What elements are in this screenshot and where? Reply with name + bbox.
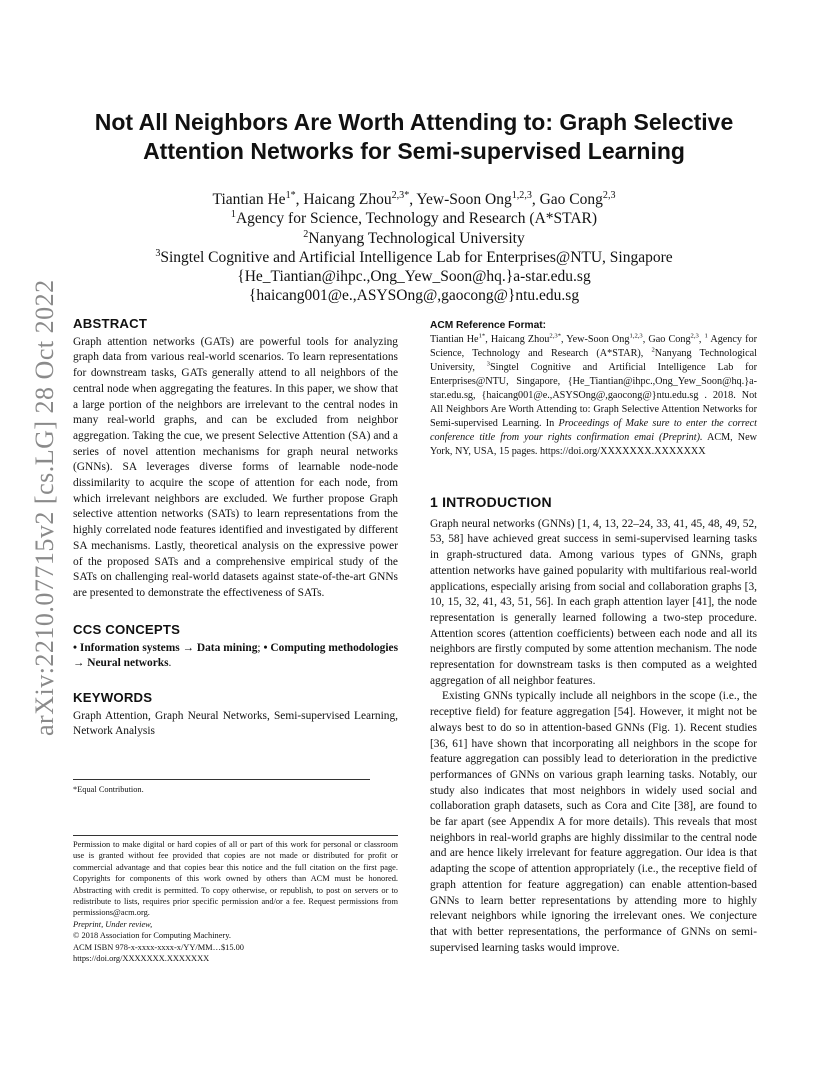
ccs-heading: CCS CONCEPTS [73,622,181,637]
footnote: *Equal Contribution. [73,785,144,794]
isbn-line: ACM ISBN 978-x-xxxx-xxxx-x/YY/MM…$15.00 [73,942,244,952]
email-line-1: {He_Tiantian@ihpc.,Ong_Yew_Soon@hq.}a-star.edu.sg [237,268,591,286]
keywords-text: Graph Attention, Graph Neural Networks, Semi-supervised Learning, Network Analysis [73,709,398,738]
copyright-line: © 2018 Association for Computing Machinery. [73,931,231,941]
arxiv-stamp: arXiv:2210.07715v2 [cs.LG] 28 Oct 2022 [30,279,59,736]
acm-reference-label: ACM Reference Format: [430,320,547,331]
introduction-section [430,495,757,956]
introduction-paragraph-2: Existing GNNs typically include all neighbors in the scope (i.e., the receptive field) for feature aggregation [54]. However, it might not be always best to do so in attention-based GNNs (Fig. 1). Recent studies [36, 61] have shown that incorporating all neighbors in the scope for feature aggregation can possibly lead to deterioration in the predictive performances of GNNs on various graph learning tasks. Notably, our study also indicates that most neighbors in widely used social and collaboration graph datasets, such as Cora and Cite [38], are found to be far apart (see Appendix A for more details). This reveals that most neighbors in real-world graphs are highly dissimilar to the central node and are hence likely irrelevant for feature aggregation. Our idea is that adapting the scope of attention appropriately (i.e., the receptive field of graph attention for feature aggregation) can enable attention-based GNNs to learn better representations by attending more to highly relevant neighbors while ignoring the irrelevant ones. We conjecture that with better representations, the performance of GNNs on semi-supervised learning tasks would improve. [430,690,757,954]
email-line-2: {haicang001@e.,ASYSOng@,gaocong@}ntu.edu.sg [248,287,580,305]
introduction-paragraph-1: Graph neural networks (GNNs) [1, 4, 13, 22–24, 33, 41, 45, 48, 49, 52, 53, 58] have achieved great success in semi-supervised learning tasks in graph-structured data. Among various types of GNNs, graph attention networks have gained popularity with multifarious real-world applications, especially arising from social and collaboration graphs [3, 10, 15, 32, 41, 43, 51, 56]. In each graph attention layer [41], the node representation is generally learned following a two-step procedure. Attention scores (attention coefficients) between each node and all its neighbors are firstly computed by some attention mechanism. The node representation for downstream tasks is then computed as a weighted aggregation of all neighbor features. [430,517,757,687]
affiliation-1: $^1$Agency for Science, Technology and Research (A*STAR) [230,209,598,228]
permission-rule [73,835,398,836]
title-line-1: Not All Neighbors Are Worth Attending to: Graph Selective [94,109,734,135]
footnote-rule [73,779,370,780]
ccs-section [73,622,398,672]
author-block [80,190,748,306]
keywords-heading: KEYWORDS [73,690,153,705]
doi-line: https://doi.org/XXXXXXX.XXXXXXX [73,954,210,964]
preprint-note: Preprint, Under review, [73,919,153,929]
keywords-section [73,690,398,740]
permission-text: Permission to make digital or hard copies of all or part of this work for personal or classroom use is granted without fee provided that copies are not made or distributed for profit or commercial advantage and that copies bear this notice and the full citation on the first page. Copyrights for components of this work owned by others than ACM must be honored. Abstracting with credit is permitted. To copy otherwise, or republish, to post on servers or to redistribute to lists, requires prior specific permission and/or a fee. Request permissions from permissions@acm.org. [73,840,398,918]
introduction-heading: 1 INTRODUCTION [430,494,552,510]
author-list: Tiantian $He^{1*}$, Haicang Zhou$^{2,3*}$, Yew-Soon Ong$^{1,2,3}$, Gao Cong$^{2,3}$ [212,189,616,208]
acm-reference [430,319,757,459]
affiliation-2: $^2$Nanyang Technological University [303,228,525,247]
acm-reference-text: Tiantian $He^{1*}$, Haicang Zhou$^{2,3*}$, Yew-Soon Ong$^{1,2,3}$, Gao Cong$^{2,3}$, $^1$ Agency for Science, Technology and Research (A*STAR), $^2$Nanyang Technological University, $^3$Singtel Cognitive and Artificial Intelligence Lab for Enterprises@NTU, Singapore, {He_Tiantian@ihpc.,Ong_Yew_Soon@hq.}a-star.edu.sg, {haicang001@e.,ASYSOng@,gaocong@}ntu.edu.sg . 2018. Not All Neighbors Are Worth Attending to: Graph Selective Attention Networks for Semi-supervised Learning. In Proceedings of Make sure to enter the correct conference title from your rights confirmation emai (Preprint). ACM, New York, NY, USA, 15 pages. https://doi.org/XXXXXXX.XXXXXXX [430,332,758,457]
abstract-section [73,316,398,602]
title-line-2: Attention Networks for Semi-supervised Learning [143,138,685,164]
permission-block [73,839,398,964]
paper-title [60,108,768,166]
affiliation-3: $^3$Singtel Cognitive and Artificial Intelligence Lab for Enterprises@NTU, Singapore [155,247,673,266]
abstract-text: Graph attention networks (GATs) are powerful tools for analyzing graph data from various real-world scenarios. To learn representations for downstream tasks, GATs generally attend to all neighbors of the central node when aggregating the features. In this paper, we show that a large portion of the neighbors are irrelevant to the central nodes in many real-world graphs, and can be excluded from neighbor aggregation. Taking the cue, we present Selective Attention (SA) and a series of novel attention mechanisms for graph neural networks (GNNs). SA leverages diverse forms of learnable node-node dissimilarity to acquire the scope of attention for each node, from which irrelevant neighbors are excluded. We further propose Graph selective attention networks (SATs) to learn representations from the highly correlated node features identified and investigated by different SA mechanisms. Lastly, theoretical analysis on the expressive power of the proposed SATs and a comprehensive empirical study of the SATs on challenging real-world datasets against state-of-the-art GNNs are presented to demonstrate the effectiveness of SATs. [73,335,398,599]
ccs-text: • Information systems → Data mining; • Computing methodologies → Neural networks. [73,641,399,670]
abstract-heading: ABSTRACT [73,316,148,331]
